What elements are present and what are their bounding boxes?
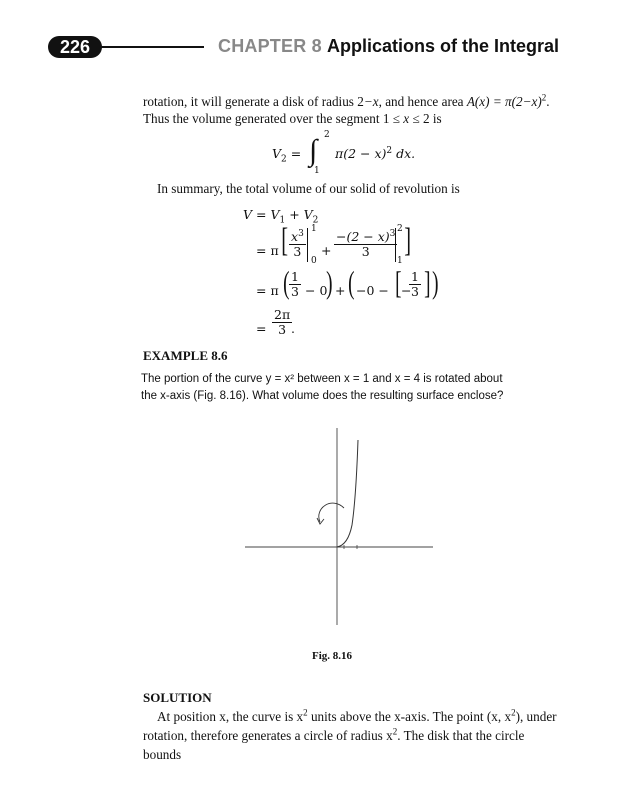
frac-num: 1 [291, 269, 299, 284]
exp-3: 3 [389, 228, 396, 239]
integral-upper-limit: 2 [324, 130, 330, 140]
x3-fraction [289, 230, 306, 259]
equals-sign: = [290, 146, 302, 161]
eq-pi-2: = π [256, 243, 279, 258]
right-paren-1: ) [326, 264, 333, 300]
integral-lower-limit: 1 [314, 166, 320, 176]
neg-zero-minus: −0 − [356, 283, 389, 298]
chapter-title: Applications of the Integral [327, 36, 560, 56]
example-text [141, 371, 503, 405]
intro-text: Thus the volume generated over the segment 1 ≤ [143, 111, 404, 126]
integral-sign: ∫ [309, 134, 318, 167]
solution-exponent: 2 [392, 726, 398, 737]
final-period: . [291, 321, 295, 336]
example-line-2: the x-axis (Fig. 8.16). What volume does the resulting surface enclose? [141, 390, 504, 402]
intro-exponent: 2 [541, 92, 547, 103]
rotation-arrowhead-icon [317, 518, 324, 524]
fraction [289, 270, 301, 299]
one-third-fraction-2 [409, 270, 421, 299]
left-paren-1: ( [283, 264, 290, 300]
figure-caption: Fig. 8.16 [312, 650, 353, 662]
eval1-upper: 1 [311, 224, 317, 234]
v2-subscript: 2 [281, 154, 287, 165]
frac-num [289, 230, 306, 244]
right-bracket-1: ] [404, 222, 412, 259]
eval-bar-1 [307, 228, 308, 262]
sub-1: 1 [279, 215, 286, 226]
frac-den: 3 [272, 322, 292, 337]
v2-symbol: V [272, 146, 282, 161]
intro-text: rotation, it will generate a disk of radius 2 [143, 94, 364, 109]
intro-text: , and hence area [378, 94, 467, 109]
solution-part: ), under rotation, therefore generates a circle of radius x [143, 709, 557, 743]
intro-math: x [403, 111, 410, 126]
solution-text [143, 707, 563, 764]
solution-exponent: 2 [303, 707, 308, 718]
volume-v: V = V [243, 207, 280, 222]
frac-den: 3 [291, 284, 299, 299]
volume-line-1 [243, 207, 319, 226]
eval-bar-2 [395, 228, 396, 262]
sub-2: 2 [312, 215, 319, 226]
volume-plus-v: + V [285, 207, 313, 222]
parabola-curve [337, 440, 358, 547]
v2-lhs [272, 146, 302, 165]
summary-text: In summary, the total volume of our solid of revolution is [157, 181, 460, 196]
fraction [289, 230, 306, 259]
integrand-exponent: 2 [386, 145, 393, 156]
figure-8-16 [240, 420, 440, 640]
left-bracket-2: [ [395, 264, 402, 300]
solution-part: units above the x-axis. The point (x, x [307, 709, 512, 724]
eval1-lower: 0 [311, 256, 317, 266]
second-num: −(2 − x) [336, 229, 390, 244]
frac-den: 3 [411, 284, 419, 299]
solution-part: . The disk that the circle bounds [143, 728, 525, 762]
frac-num [272, 308, 292, 322]
eq-pi-3: = π [256, 283, 279, 298]
solution-exponent: 2 [511, 707, 516, 718]
eval2-lower: 1 [397, 256, 403, 266]
fraction [272, 308, 292, 337]
two-pi-over-three [272, 308, 292, 337]
fraction [334, 230, 397, 259]
plus-sign: + [321, 243, 332, 258]
example-line-1: The portion of the curve y = x² between x = 1 and x = 4 is rotated about [141, 373, 503, 385]
frac-num: 1 [411, 269, 419, 284]
plus-sign-3: + [335, 283, 346, 298]
solution-heading: SOLUTION [143, 690, 212, 705]
right-paren-2: ) [432, 264, 439, 300]
neg-sign: − [401, 283, 412, 298]
second-fraction [334, 230, 397, 259]
integrand [335, 146, 415, 161]
example-heading: EXAMPLE 8.6 [143, 348, 228, 363]
two-pi: 2π [274, 307, 291, 322]
header-rule [98, 46, 204, 48]
right-bracket-2: ] [424, 264, 431, 300]
intro-line-1 [143, 93, 550, 110]
solution-part: At position x, the curve is x [157, 709, 304, 724]
differential: dx. [396, 146, 416, 161]
chapter-label: CHAPTER 8 [218, 36, 322, 56]
fraction [409, 270, 421, 299]
x-var: x [291, 229, 299, 244]
intro-math: A(x) = π(2−x) [466, 94, 542, 109]
one-third-fraction [289, 270, 301, 299]
eval2-upper: 2 [397, 224, 403, 234]
frac-den: 3 [289, 244, 306, 259]
frac-den: 3 [334, 244, 397, 259]
intro-line-2 [143, 110, 442, 127]
frac-num [334, 230, 397, 244]
intro-text: ≤ 2 is [409, 111, 442, 126]
rotation-arrow [319, 503, 344, 522]
intro-math: −x [363, 94, 379, 109]
eq-4: = [256, 321, 267, 336]
exp-3: 3 [298, 228, 304, 239]
page-number-badge: 226 [48, 36, 102, 58]
left-bracket-1: [ [281, 222, 289, 259]
intro-text: . [546, 94, 550, 109]
minus-zero: − 0 [305, 283, 328, 298]
integrand-expr: π(2 − x) [335, 146, 387, 161]
left-paren-2: ( [348, 264, 355, 300]
